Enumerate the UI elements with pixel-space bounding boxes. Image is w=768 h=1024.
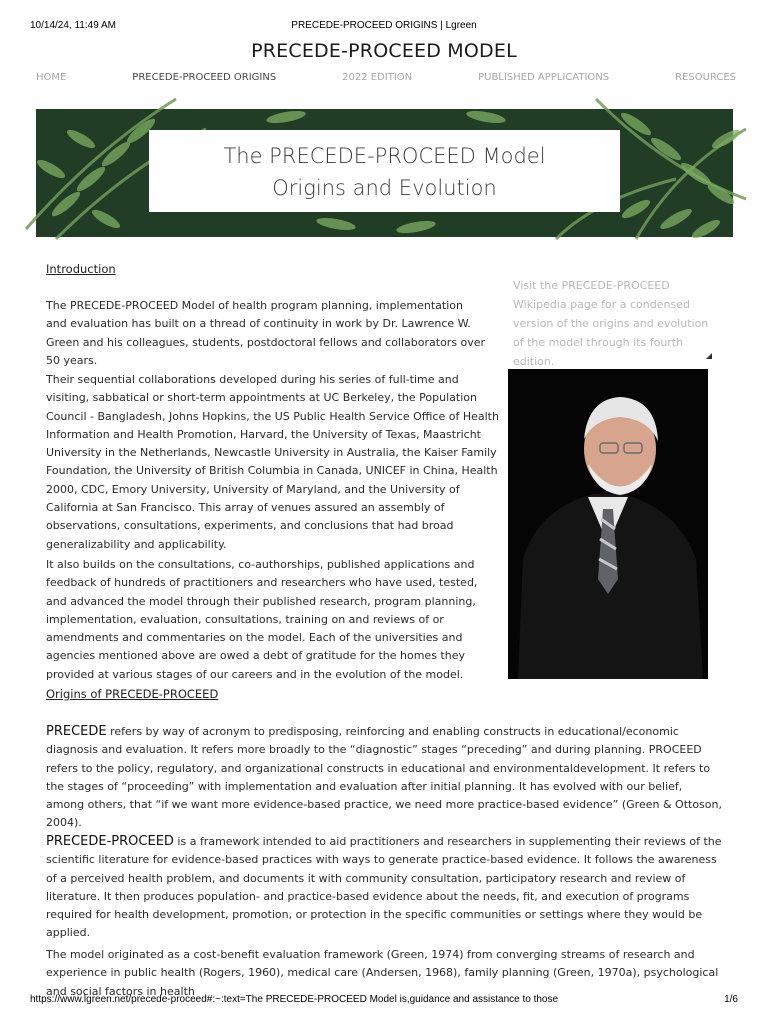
origins-heading: Origins of PRECEDE-PROCEED (46, 687, 219, 701)
introduction-heading: Introduction (46, 262, 116, 276)
main-nav (36, 72, 736, 88)
nav-item-origins[interactable]: PRECEDE-PROCEED ORIGINS (132, 72, 277, 83)
origins-paragraph-2 (46, 833, 722, 943)
portrait-photo (508, 369, 708, 679)
banner-title: The PRECEDE-PROCEED Model (223, 144, 546, 168)
intro-paragraph-2: Their sequential collaborations developed during his series of full-time and visiting, sabbatical or short-term appointments at UC Berkeley, the Population Council - Bangladesh, Johns Hopkins, the US Public Health Service Office of Health Information and Health Promotion, Harvard, the University of Texas, Maastricht University in the Netherlands, Newcastle University in Australia, the Kaiser Family Foundation, the University of British Columbia in Canada, UNICEF in China, Health 2000, CDC, Emory University, University of Maryland, and the University of California at San Francisco. This array of venues assured an assembly of observations, consultations, experiments, and conclusions that had broad generalizability and applicability. (46, 373, 499, 551)
site-title[interactable]: PRECEDE-PROCEED MODEL (251, 40, 517, 62)
print-datetime: 10/14/24, 11:49 AM (30, 20, 116, 31)
print-url: https://www.lgreen.net/precede-proceed#:~:text=The PRECEDE-PROCEED Model is,guidance and assistance to those (30, 994, 559, 1005)
person-portrait-icon (508, 369, 708, 679)
hero-banner (36, 109, 733, 237)
precede-proceed-term: PRECEDE-PROCEED (46, 834, 174, 849)
banner-title-box (149, 130, 620, 212)
nav-item-resources[interactable]: RESOURCES (675, 72, 736, 83)
origins-paragraph-2-text: is a framework intended to aid practitioners and researchers in supplementing their reviews of the scientific literature for evidence-based practices with ways to generate practice-based evidence. It follows the awareness of a perceived health problem, and documents it with community consultation, participatory research and review of literature. It then produces population- and practice-based evidence about the needs, fit, and execution of programs required for health development, promotion, or protection in the specific communities or settings where they would be applied. (46, 835, 722, 940)
origins-paragraph-3: The model originated as a cost-benefit evaluation framework (Green, 1974) from converging streams of research and experience in public health (Rogers, 1960), medical care (Andersen, 1968), family planning (Green, 1970a), psychological and social factors in health (46, 948, 719, 998)
origins-paragraph-1-text: refers by way of acronym to predisposing, reinforcing and enabling constructs in educational/economic diagnosis and evaluation. It refers more broadly to the “diagnostic” stages “preceding” and during planning. PROCEED refers to the policy, regulatory, and organizational constructs in educational and environmentaldevelopment. It refers to the stages of “proceeding” with implementation and evaluation after initial planning. It has evolved with our belief, among others, that “if we want more evidence-based practice, we need more practice-based evidence” (Green & Ottoson, 2004). (46, 725, 722, 830)
nav-item-2022-edition[interactable]: 2022 EDITION (342, 72, 413, 83)
origins-paragraph-1 (46, 723, 722, 833)
nav-item-published-applications[interactable]: PUBLISHED APPLICATIONS (478, 72, 610, 83)
banner-subtitle: Origins and Evolution (272, 176, 497, 200)
print-page-title: PRECEDE-PROCEED ORIGINS | Lgreen (291, 20, 477, 31)
expand-arrow-icon (706, 353, 712, 359)
intro-paragraph-3: It also builds on the consultations, co-authorships, published applications and feedback of hundreds of practitioners and researchers who have used, tested, and advanced the model through their published research, program planning, implementation, evaluation, consultations, training on and reviews of or amendments and commentaries on the model. Each of the universities and agencies mentioned above are owed a debt of gratitude for the homes they provided at various stages of our careers and in the evolution of the model. (46, 558, 478, 681)
intro-paragraph-1: The PRECEDE-PROCEED Model of health program planning, implementation and evaluation has built on a thread of continuity in work by Dr. Lawrence W. Green and his colleagues, students, postdoctoral fellows and collaborators over 50 years. (46, 299, 486, 367)
print-page-number: 1/6 (724, 994, 738, 1005)
precede-term: PRECEDE (46, 724, 107, 739)
nav-item-home[interactable]: HOME (36, 72, 67, 83)
wikipedia-link-note[interactable]: Visit the PRECEDE-PROCEED Wikipedia page for a condensed version of the origins and evolution of the model through its fourth edition. (513, 279, 709, 368)
print-header (0, 0, 768, 40)
print-footer (0, 994, 768, 1014)
